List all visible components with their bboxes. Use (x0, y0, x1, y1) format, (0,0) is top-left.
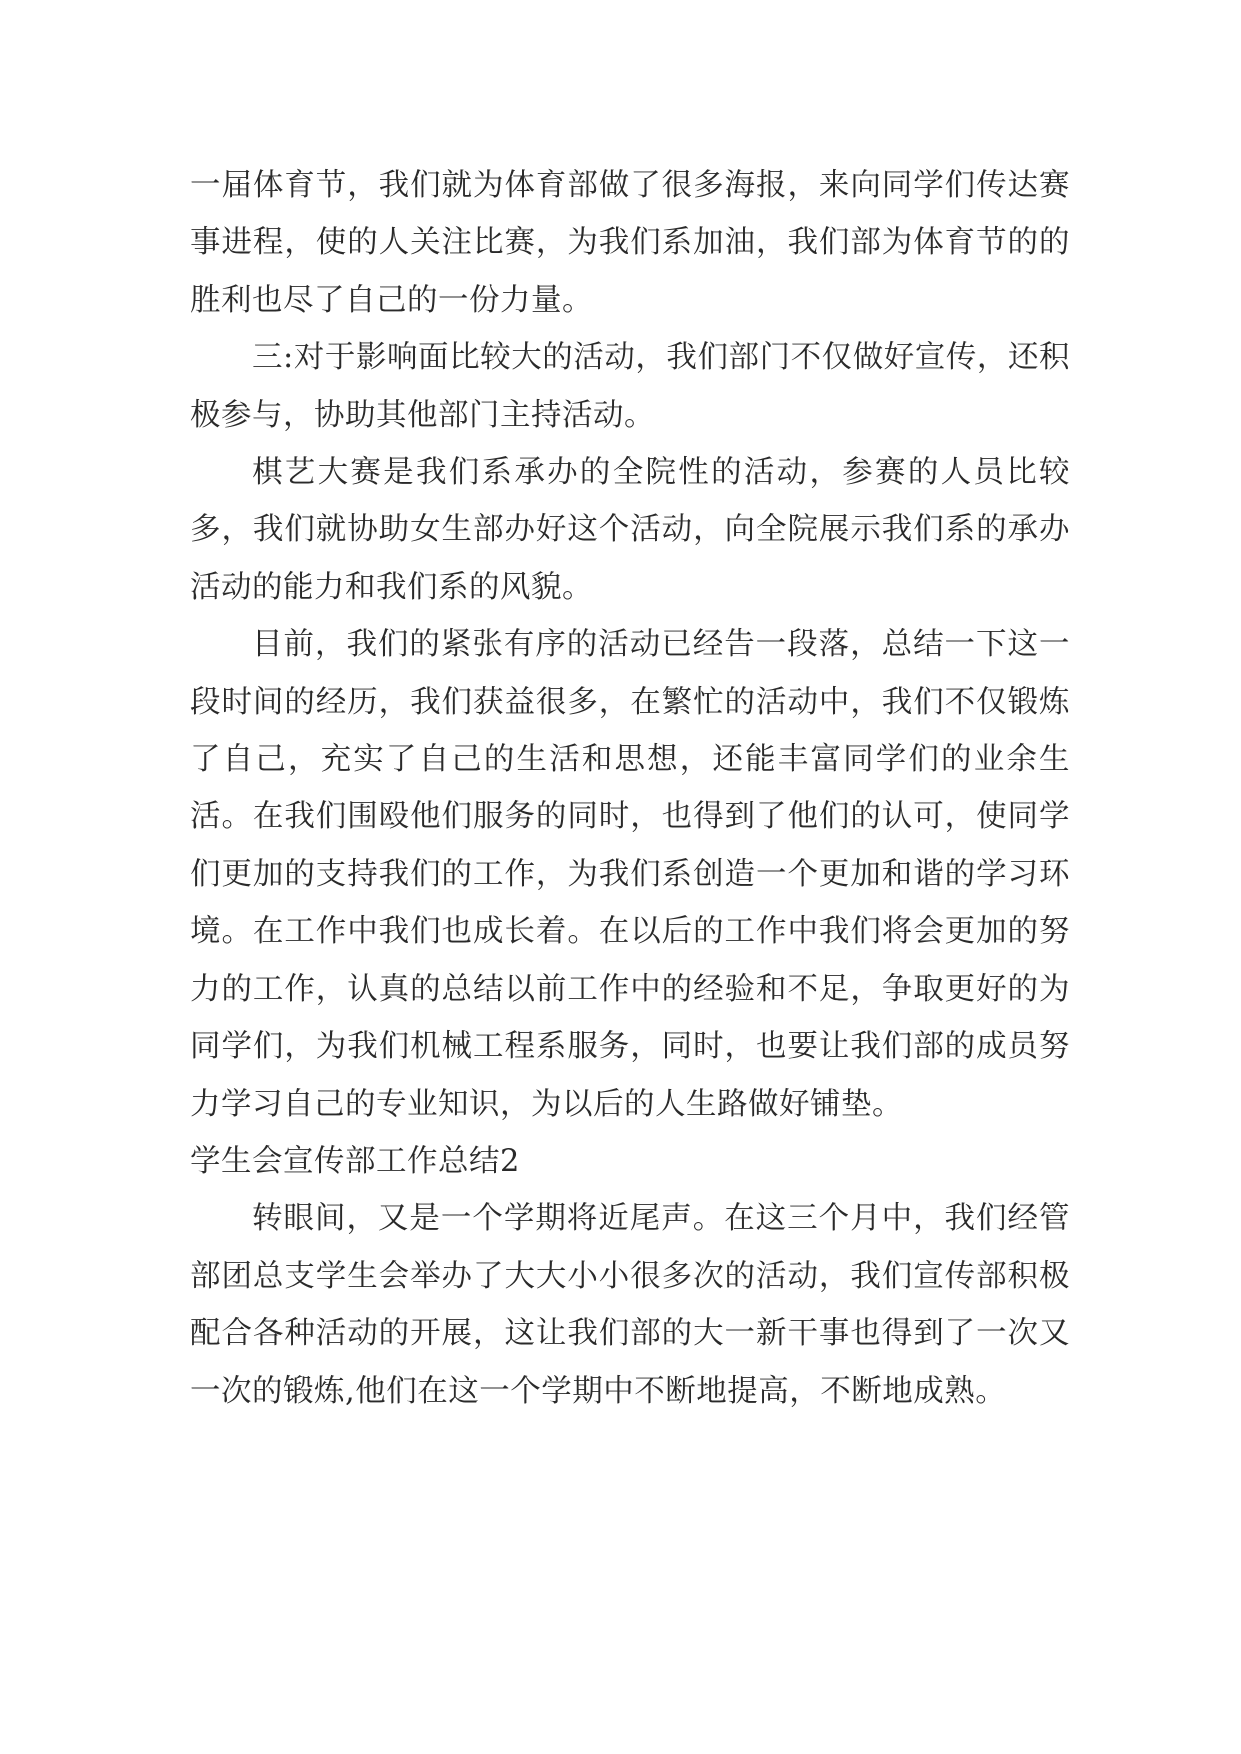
paragraph-summary: 目前，我们的紧张有序的活动已经告一段落，总结一下这一段时间的经历，我们获益很多，在繁忙的活动中，我们不仅锻炼了自己，充实了自己的生活和思想，还能丰富同学们的业余生活。在我们围殴他们服务的同时，也得到了他们的认可，使同学们更加的支持我们的工作，为我们系创造一个更加和谐的学习环境。在工作中我们也成长着。在以后的工作中我们将会更加的努力的工作，认真的总结以前工作中的经验和不足，争取更好的为同学们，为我们机械工程系服务，同时，也要让我们部的成员努力学习自己的专业知识，为以后的人生路做好铺垫。 (190, 627, 1070, 1122)
paragraph-chess-contest: 棋艺大赛是我们系承办的全院性的活动，参赛的人员比较多，我们就协助女生部办好这个活动，向全院展示我们系的承办活动的能力和我们系的风貌。 (190, 455, 1070, 605)
document-body (190, 157, 1070, 1420)
paragraph-sports-festival: 一届体育节，我们就为体育部做了很多海报，来向同学们传达赛事进程，使的人关注比赛，为我们系加油，我们部为体育节的的胜利也尽了自己的一份力量。 (190, 168, 1070, 318)
paragraph-point-three: 三:对于影响面比较大的活动，我们部门不仅做好宣传，还积极参与，协助其他部门主持活动。 (190, 340, 1070, 433)
section-heading: 学生会宣传部工作总结2 (190, 1143, 520, 1179)
paragraph-semester-intro: 转眼间，又是一个学期将近尾声。在这三个月中，我们经管部团总支学生会举办了大大小小很多次的活动，我们宣传部积极配合各种活动的开展，这让我们部的大一新干事也得到了一次又一次的锻炼,他们在这一个学期中不断地提高，不断地成熟。 (190, 1201, 1070, 1409)
